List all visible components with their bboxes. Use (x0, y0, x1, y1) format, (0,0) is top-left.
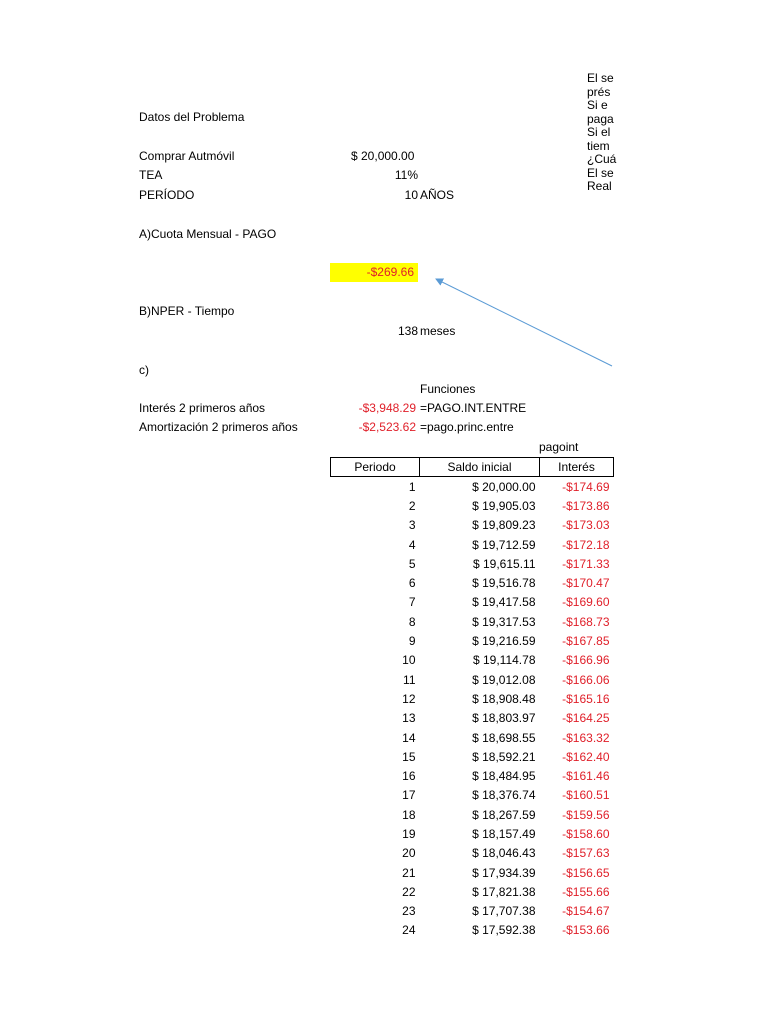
side-note-line: Real (587, 179, 612, 193)
cell-saldo-inicial[interactable]: $ 19,809.23 (472, 518, 536, 533)
table-row (331, 573, 614, 592)
cell-periodo[interactable]: 7 (408, 595, 416, 610)
table-row (331, 882, 614, 901)
cell-saldo-inicial[interactable]: $ 17,934.39 (472, 865, 536, 880)
cell-periodo[interactable]: 17 (402, 788, 416, 803)
cell-interes[interactable]: -$162.40 (562, 749, 610, 764)
cell-periodo[interactable]: 6 (408, 576, 416, 591)
cell-periodo[interactable]: 24 (402, 923, 416, 938)
cell-interes[interactable]: -$173.86 (562, 498, 610, 513)
cell-saldo-inicial[interactable]: $ 18,376.74 (472, 788, 536, 803)
table-row (331, 805, 614, 824)
cell-saldo-inicial[interactable]: $ 18,803.97 (472, 711, 536, 726)
cell-interes[interactable]: -$157.63 (562, 846, 610, 861)
table-row (331, 747, 614, 766)
cell-saldo-inicial[interactable]: $ 18,592.21 (472, 749, 536, 764)
table-body (331, 477, 614, 941)
cell-interes[interactable]: -$166.06 (562, 672, 610, 687)
table-row (331, 535, 614, 554)
cell-saldo-inicial[interactable]: $ 20,000.00 (472, 479, 536, 494)
cell-saldo-inicial[interactable]: $ 17,707.38 (472, 904, 536, 919)
amortizacion-value[interactable]: -$2,523.62 (358, 420, 416, 434)
comprar-label: Comprar Autmóvil (139, 149, 235, 163)
side-note-line: Si el (587, 125, 611, 139)
cell-saldo-inicial[interactable]: $ 17,821.38 (472, 884, 536, 899)
periodo-value[interactable]: 10 (404, 188, 418, 202)
cell-interes[interactable]: -$171.33 (562, 556, 610, 571)
cell-periodo[interactable]: 19 (402, 826, 416, 841)
table-row (331, 921, 614, 940)
header-interes: Interés (540, 458, 614, 477)
section-title: Datos del Problema (139, 110, 245, 124)
header-saldo-inicial: Saldo inicial (420, 458, 540, 477)
cell-saldo-inicial[interactable]: $ 17,592.38 (472, 923, 536, 938)
cell-saldo-inicial[interactable]: $ 19,712.59 (472, 537, 536, 552)
cell-periodo[interactable]: 15 (402, 749, 416, 764)
side-note-line: ¿Cuá (587, 152, 617, 166)
cell-saldo-inicial[interactable]: $ 19,516.78 (472, 576, 536, 591)
cell-interes[interactable]: -$169.60 (562, 595, 610, 610)
cell-periodo[interactable]: 20 (402, 846, 416, 861)
section-c-label: c) (139, 363, 149, 377)
cell-interes[interactable]: -$156.65 (562, 865, 610, 880)
table-row (331, 863, 614, 882)
cell-saldo-inicial[interactable]: $ 18,267.59 (472, 807, 536, 822)
cuota-mensual-value[interactable]: -$269.66 (330, 263, 418, 282)
tea-value[interactable]: 11% (394, 168, 418, 182)
cuota-mensual-label: A)Cuota Mensual - PAGO (139, 227, 277, 241)
arrow-line (436, 279, 612, 366)
amortizacion-function: =pago.princ.entre (420, 420, 514, 434)
cell-periodo[interactable]: 5 (408, 556, 416, 571)
cell-periodo[interactable]: 10 (402, 653, 416, 668)
amortizacion-label: Amortización 2 primeros años (139, 420, 298, 434)
nper-label: B)NPER - Tiempo (139, 304, 235, 318)
cell-periodo[interactable]: 22 (402, 884, 416, 899)
comprar-value[interactable]: $ 20,000.00 (351, 149, 415, 163)
table-header-row (331, 458, 614, 477)
cell-saldo-inicial[interactable]: $ 19,216.59 (472, 634, 536, 649)
cell-periodo[interactable]: 1 (408, 479, 416, 494)
cell-saldo-inicial[interactable]: $ 19,905.03 (472, 498, 536, 513)
table-row (331, 689, 614, 708)
table-row (331, 516, 614, 535)
cell-interes[interactable]: -$158.60 (562, 826, 610, 841)
cell-interes[interactable]: -$166.96 (562, 653, 610, 668)
table-row (331, 786, 614, 805)
nper-unit: meses (420, 324, 456, 338)
cell-interes[interactable]: -$161.46 (562, 769, 610, 784)
header-periodo: Periodo (331, 458, 420, 477)
side-note-line: tiem (587, 138, 610, 153)
interes-value[interactable]: -$3,948.29 (358, 401, 416, 415)
cell-interes[interactable]: -$164.25 (562, 711, 610, 726)
table-row (331, 824, 614, 843)
table-row (331, 902, 614, 921)
cell-periodo[interactable]: 16 (402, 769, 416, 784)
table-row (331, 593, 614, 612)
table-row (331, 477, 614, 497)
cell-interes[interactable]: -$153.66 (562, 923, 610, 938)
cell-saldo-inicial[interactable]: $ 19,615.11 (472, 556, 536, 571)
cell-saldo-inicial[interactable]: $ 18,698.55 (472, 730, 536, 745)
table-row (331, 728, 614, 747)
cell-saldo-inicial[interactable]: $ 19,012.08 (472, 672, 536, 687)
cell-saldo-inicial[interactable]: $ 18,046.43 (472, 846, 536, 861)
table-row (331, 651, 614, 670)
table-row (331, 496, 614, 515)
cell-periodo[interactable]: 23 (402, 904, 416, 919)
amortization-table (330, 457, 614, 940)
periodo-unit: AÑOS (420, 188, 455, 202)
cell-periodo[interactable]: 14 (402, 730, 416, 745)
periodo-label: PERÍODO (139, 188, 195, 202)
cell-saldo-inicial[interactable]: $ 19,114.78 (472, 653, 536, 668)
side-note-line: Si e (587, 98, 608, 112)
cell-interes[interactable]: -$165.16 (562, 691, 610, 706)
cell-periodo[interactable]: 13 (402, 711, 416, 726)
cell-interes[interactable]: -$159.56 (562, 807, 610, 822)
cell-periodo[interactable]: 4 (408, 537, 416, 552)
cell-interes[interactable]: -$168.73 (562, 614, 610, 629)
interes-label: Interés 2 primeros años (139, 401, 266, 415)
cell-interes[interactable]: -$173.03 (562, 518, 610, 533)
cell-saldo-inicial[interactable]: $ 19,317.53 (472, 614, 536, 629)
cell-periodo[interactable]: 2 (408, 498, 416, 513)
nper-value[interactable]: 138 (397, 324, 418, 338)
cell-interes[interactable]: -$163.32 (562, 730, 610, 745)
table-row (331, 844, 614, 863)
table-row (331, 612, 614, 631)
cell-saldo-inicial[interactable]: $ 19,417.58 (472, 595, 536, 610)
table-row (331, 670, 614, 689)
cell-periodo[interactable]: 12 (402, 691, 416, 706)
table-row (331, 631, 614, 650)
cell-periodo[interactable]: 9 (408, 634, 416, 649)
table-row (331, 766, 614, 785)
cell-interes[interactable]: -$155.66 (562, 884, 610, 899)
funciones-header: Funciones (420, 382, 476, 396)
cell-saldo-inicial[interactable]: $ 18,908.48 (472, 691, 536, 706)
cell-interes[interactable]: -$174.69 (562, 479, 610, 494)
cell-saldo-inicial[interactable]: $ 18,157.49 (472, 826, 536, 841)
interes-function: =PAGO.INT.ENTRE (420, 401, 527, 415)
cell-interes[interactable]: -$170.47 (562, 576, 610, 591)
cell-interes[interactable]: -$160.51 (562, 788, 610, 803)
cell-periodo[interactable]: 8 (408, 614, 416, 629)
table-row (331, 709, 614, 728)
tea-label: TEA (139, 168, 163, 182)
cell-periodo[interactable]: 21 (402, 865, 416, 880)
cell-periodo[interactable]: 3 (408, 518, 416, 533)
table-row (331, 554, 614, 573)
side-note-line: El se (587, 165, 614, 180)
cell-interes[interactable]: -$154.67 (562, 904, 610, 919)
side-note-line: paga (587, 111, 614, 126)
cell-periodo[interactable]: 18 (402, 807, 416, 822)
cell-periodo[interactable]: 11 (403, 672, 416, 687)
cell-saldo-inicial[interactable]: $ 18,484.95 (472, 769, 536, 784)
cell-interes[interactable]: -$172.18 (562, 537, 610, 552)
cell-interes[interactable]: -$167.85 (562, 634, 610, 649)
side-note-line: El se (587, 71, 614, 85)
side-note-line: prés (587, 84, 611, 99)
table-caption: pagoint (539, 440, 579, 454)
